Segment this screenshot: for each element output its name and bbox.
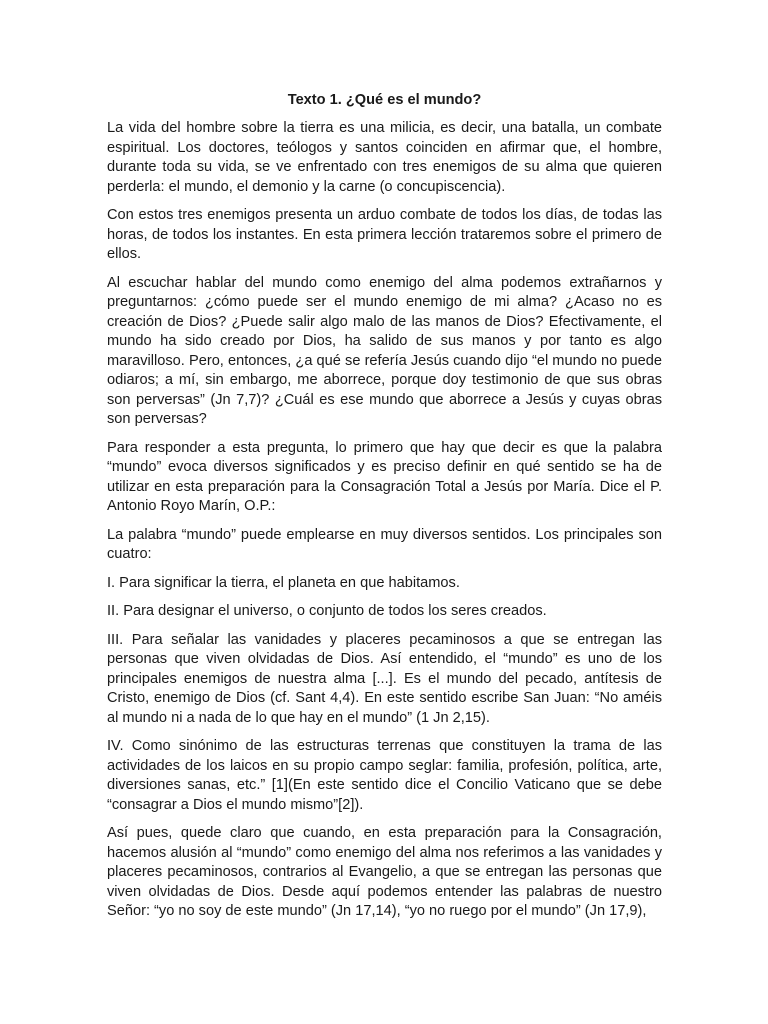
document-body xyxy=(107,90,662,931)
paragraph-answer: Para responder a esta pregunta, lo primero que hay que decir es que la palabra “mundo” evoca diversos significados y es preciso definir en qué sentido se ha de utilizar en esta preparación para la Consagración Total a Jesús por María. Dice el P. Antonio Royo Marín, O.P.: xyxy=(107,439,662,514)
list-item-iv: IV. Como sinónimo de las estructuras terrenas que constituyen la trama de las actividades de los laicos en su propio campo seglar: familia, profesión, política, arte, diversiones sanas, etc.” [1](En este sentido dice el Concilio Vaticano que se debe “consagrar a Dios el mundo mismo”[2]). xyxy=(107,738,662,813)
paragraph-enemies: Con estos tres enemigos presenta un arduo combate de todos los días, de todas las horas, de todos los instantes. En esta primera lección trataremos sobre el primero de ellos. xyxy=(107,207,662,262)
document-title: Texto 1. ¿Qué es el mundo? xyxy=(287,92,482,108)
list-item-ii: II. Para designar el universo, o conjunto de todos los seres creados. xyxy=(107,603,547,619)
list-item-i: I. Para significar la tierra, el planeta en que habitamos. xyxy=(107,574,460,591)
paragraph-intro: La vida del hombre sobre la tierra es una milicia, es decir, una batalla, un combate espiritual. Los doctores, teólogos y santos coinciden en afirmar que, el hombre, durante toda su vida, se ve enfrentado con tres enemigos de su alma que quieren perderla: el mundo, el demonio y la carne (o concupiscencia). xyxy=(107,120,662,195)
paragraph-closing: Así pues, quede claro que cuando, en esta preparación para la Consagración, hacemos alusión al “mundo” como enemigo del alma nos referimos a las vanidades y placeres pecaminosos, contrarios al Evangelio, a que se entregan las personas que viven olvidadas de Dios. Desde aquí podemos entender las palabras de nuestro Señor: “yo no soy de este mundo” (Jn 17,14), “yo no ruego por el mundo” (Jn 17,9), xyxy=(107,825,662,919)
list-item-iii: III. Para señalar las vanidades y placeres pecaminosos a que se entregan las personas que viven olvidadas de Dios. Así entendido, el “mundo” es uno de los principales enemigos de nuestra alma [...]. Es el mundo del pecado, antítesis de Cristo, enemigo de Dios (cf. Sant 4,4). En este sentido escribe San Juan: “No améis al mundo ni a nada de lo que hay en el mundo” (1 Jn 2,15). xyxy=(107,631,662,726)
paragraph-question: Al escuchar hablar del mundo como enemigo del alma podemos extrañarnos y preguntarnos: ¿cómo puede ser el mundo enemigo de mi alma? ¿Acaso no es creación de Dios? ¿Puede salir algo malo de las manos de Dios? Efectivamente, el mundo ha sido creado por Dios, ha salido de sus manos y por tanto es algo maravilloso. Pero, entonces, ¿a qué se refería Jesús cuando dijo “el mundo no puede odiaros; a mí, sin embargo, me aborrece, porque doy testimonio de que sus obras son perversas” (Jn 7,7)? ¿Cuál es ese mundo que aborrece a Jesús y cuyas obras son perversas? xyxy=(107,274,662,427)
paragraph-quote-intro: La palabra “mundo” puede emplearse en muy diversos sentidos. Los principales son cuatro: xyxy=(107,526,662,562)
